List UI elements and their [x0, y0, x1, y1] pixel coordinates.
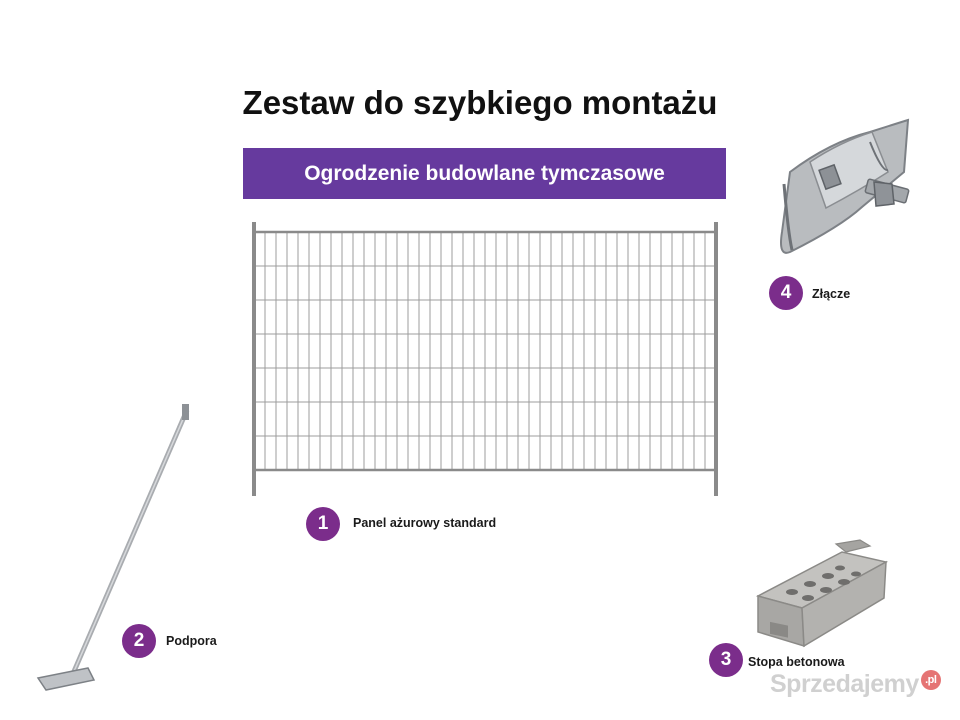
item-number-badge-1: 1	[306, 507, 340, 541]
item-label-concrete-block: Stopa betonowa	[748, 655, 845, 669]
subtitle-text: Ogrodzenie budowlane tymczasowe	[304, 161, 665, 185]
watermark-suffix: .pl	[921, 670, 941, 690]
item-number-badge-3: 3	[709, 643, 743, 677]
item-label-support: Podpora	[166, 634, 217, 648]
page-title: Zestaw do szybkiego montażu	[242, 84, 718, 121]
support-brace-image	[30, 398, 200, 698]
item-number-badge-2: 2	[122, 624, 156, 658]
subtitle-banner	[243, 148, 726, 199]
item-number-badge-4: 4	[769, 276, 803, 310]
fence-panel-image	[248, 220, 722, 500]
watermark-logo	[770, 670, 941, 699]
clamp-connector-image	[770, 112, 920, 262]
item-label-panel: Panel ażurowy standard	[353, 516, 497, 530]
concrete-block-image	[752, 536, 892, 648]
watermark-text: Sprzedajemy	[770, 670, 919, 698]
item-label-connector: Złącze	[812, 287, 851, 301]
